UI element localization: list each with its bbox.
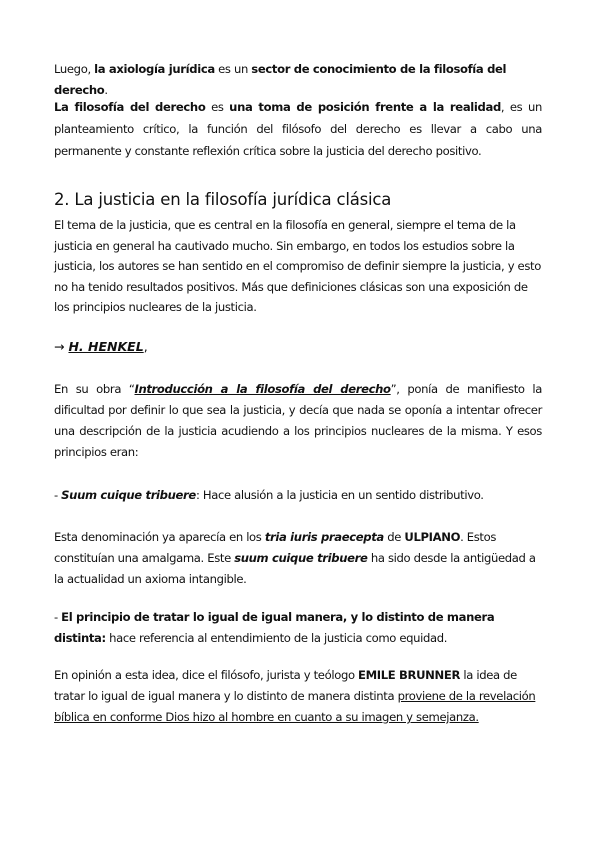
underlined-text: proviene de la revelación bíblica en conforme Dios hizo al hombre en cuanto a su imagen y semejanza. bbox=[54, 689, 536, 724]
text: El tema de la justicia, que es central en la filosofía en general, siempre el tema de la justicia en general ha cautivado mucho. Sin embargo, en todos los estudios sobre la justicia, los autores se han sentido en el compromiso de definir siempre la justicia, y esto no ha tenido resultados positivos. Más que definiciones clásicas son una exposición de los principios nucleares de la justicia. bbox=[54, 218, 541, 314]
henkel-heading bbox=[54, 339, 148, 354]
text: hace referencia al entendimiento de la justicia como equidad. bbox=[105, 631, 448, 645]
latin-term: Suum cuique tribuere bbox=[61, 488, 196, 502]
paragraph-justicia-intro bbox=[54, 215, 542, 318]
text: de bbox=[383, 530, 405, 544]
book-title: Introducción a la filosofía del derecho bbox=[134, 382, 391, 396]
text: es bbox=[205, 100, 230, 114]
paragraph-filosofia-derecho bbox=[54, 96, 542, 162]
bold-term: una toma de posición frente a la realidad bbox=[229, 100, 501, 114]
latin-term: tria iuris praecepta bbox=[264, 530, 384, 544]
text: En opinión a esta idea, dice el filósofo, jurista y teólogo bbox=[54, 668, 359, 682]
author-name: H. HENKEL bbox=[68, 339, 144, 354]
text: , bbox=[143, 339, 148, 354]
paragraph-henkel-obra bbox=[54, 379, 542, 463]
bold-term: El principio de tratar lo igual de igual manera, y lo distinto de manera distinta: bbox=[54, 610, 495, 645]
latin-term: suum cuique tribuere bbox=[234, 551, 368, 565]
bold-term: la axiología jurídica bbox=[94, 62, 215, 76]
paragraph-brunner bbox=[54, 665, 542, 728]
paragraph-axiologia bbox=[54, 59, 542, 101]
text: . Estos constituían una amalgama. Este bbox=[54, 530, 497, 565]
text: ha sido desde la antigüedad a la actualidad un axioma intangible. bbox=[54, 551, 536, 586]
text: la idea de tratar lo igual de igual manera y lo distinto de manera distinta bbox=[54, 668, 517, 703]
bold-term: La filosofía del derecho bbox=[54, 100, 206, 114]
author-name: EMILE BRUNNER bbox=[358, 668, 461, 682]
text: Esta denominación ya aparecía en los bbox=[54, 530, 265, 544]
text: - bbox=[54, 488, 62, 502]
paragraph-suum-cuique bbox=[54, 485, 542, 506]
section-heading: 2. La justicia en la filosofía jurídica clásica bbox=[54, 190, 392, 209]
author-name: ULPIANO bbox=[404, 530, 461, 544]
text: Luego, bbox=[54, 62, 95, 76]
paragraph-ulpiano bbox=[54, 527, 542, 590]
paragraph-principio-igualdad bbox=[54, 607, 542, 649]
text: es un bbox=[214, 62, 252, 76]
text: : Hace alusión a la justicia en un sentido distributivo. bbox=[195, 488, 484, 502]
text: . bbox=[104, 83, 108, 97]
bold-term: sector de conocimiento de la filosofía del derecho bbox=[54, 62, 507, 97]
text: En su obra “ bbox=[54, 382, 135, 396]
text: ”, ponía de manifiesto la dificultad por definir lo que sea la justicia, y decía que nada se oponía a intentar ofrecer una descripción de la justicia acudiendo a los principios nucleares de la misma. Y esos principios eran: bbox=[54, 382, 543, 459]
text: - bbox=[54, 610, 62, 624]
text: , es un planteamiento crítico, la función del filósofo del derecho es llevar a cabo una permanente y constante reflexión crítica sobre la justicia del derecho positivo. bbox=[54, 100, 542, 158]
arrow-right-icon: → bbox=[54, 339, 65, 354]
